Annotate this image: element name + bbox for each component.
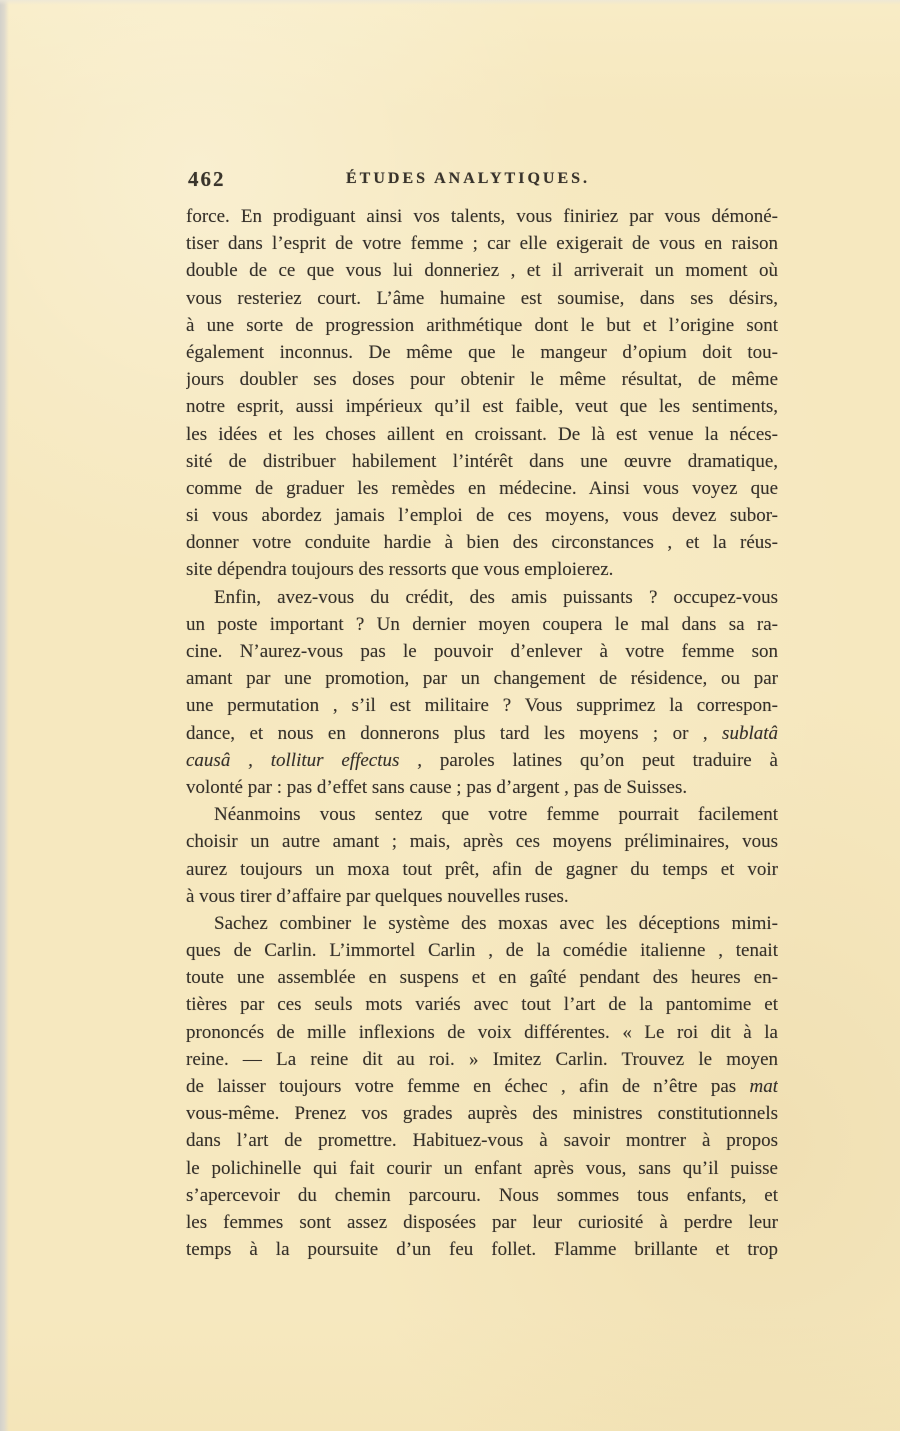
- text-line: Enfin, avez-vous du crédit, des amis puissants ? occupez-vous: [214, 586, 778, 608]
- text-line: à vous tirer d’affaire par quelques nouvelles ruses.: [186, 885, 569, 907]
- text-line: si vous abordez jamais l’emploi de ces moyens, vous devez subor-: [186, 505, 778, 527]
- text-line: de laisser toujours votre femme en échec , afin de n’être pas mat: [186, 1076, 778, 1097]
- scan-edge-top: [0, 0, 900, 5]
- text-block: [186, 203, 778, 1263]
- text-line: site dépendra toujours des ressorts que vous emploierez.: [186, 559, 614, 581]
- text-line: double de ce que vous lui donneriez , et il arriverait un moment où: [186, 260, 778, 282]
- text-line: toute une assemblée en suspens et en gaîté pendant des heures en-: [186, 967, 778, 989]
- text-line: jours doubler ses doses pour obtenir le même résultat, de même: [186, 369, 778, 391]
- text-line: une permutation , s’il est militaire ? Vous supprimez la correspon-: [186, 695, 778, 717]
- text-line: Sachez combiner le système des moxas avec les déceptions mimi-: [214, 912, 778, 934]
- text-line: prononcés de mille inflexions de voix différentes. « Le roi dit à la: [186, 1021, 778, 1043]
- text-line: aurez toujours un moxa tout prêt, afin de gagner du temps et voir: [186, 858, 778, 880]
- text-line: les idées et les choses aillent en croissant. De là est venue la néces-: [186, 423, 778, 445]
- page-content: [186, 166, 778, 1263]
- text-line: les femmes sont assez disposées par leur curiosité à perdre leur: [186, 1211, 778, 1233]
- text-line: le polichinelle qui fait courir un enfant après vous, sans qu’il puisse: [186, 1157, 778, 1179]
- text-line: cine. N’aurez-vous pas le pouvoir d’enlever à votre femme son: [186, 641, 778, 662]
- page-number: 462: [188, 167, 226, 191]
- text-line: force. En prodiguant ainsi vos talents, vous finiriez par vous démoné-: [186, 206, 778, 227]
- text-line: temps à la poursuite d’un feu follet. Flamme brillante et trop: [186, 1239, 778, 1261]
- text-line: vous resteriez court. L’âme humaine est soumise, dans ses désirs,: [186, 287, 778, 309]
- text-line: dans l’art de promettre. Habituez-vous à savoir montrer à propos: [186, 1130, 778, 1152]
- text-line: tiser dans l’esprit de votre femme ; car elle exigerait de vous en raison: [186, 233, 778, 255]
- text-line: reine. — La reine dit au roi. » Imitez Carlin. Trouvez le moyen: [186, 1048, 778, 1070]
- text-line: dance, et nous en donnerons plus tard les moyens ; or , sublatâ: [186, 722, 778, 744]
- text-line: notre esprit, aussi impérieux qu’il est faible, veut que les sentiments,: [186, 396, 778, 418]
- text-line: à une sorte de progression arithmétique dont le but et l’origine sont: [186, 314, 778, 336]
- text-line: Néanmoins vous sentez que votre femme pourrait facilement: [214, 804, 778, 826]
- text-line: causâ , tollitur effectus , paroles latines qu’on peut traduire à: [186, 749, 778, 771]
- text-line: vous-même. Prenez vos grades auprès des ministres constitutionnels: [186, 1103, 778, 1125]
- text-line: comme de graduer les remèdes en médecine. Ainsi vous voyez que: [186, 477, 778, 499]
- scan-edge-left: [0, 0, 9, 1431]
- text-line: ques de Carlin. L’immortel Carlin , de la comédie italienne , tenait: [186, 940, 778, 962]
- text-line: également inconnus. De même que le mangeur d’opium doit tou-: [186, 341, 778, 363]
- text-line: donner votre conduite hardie à bien des circonstances , et la réus-: [186, 532, 778, 554]
- text-line: sité de distribuer habilement l’intérêt dans une œuvre dramatique,: [186, 450, 778, 472]
- text-line: s’apercevoir du chemin parcouru. Nous sommes tous enfants, et: [186, 1184, 778, 1206]
- text-line: un poste important ? Un dernier moyen coupera le mal dans sa ra-: [186, 613, 778, 635]
- text-line: amant par une promotion, par un changement de résidence, ou par: [186, 668, 778, 690]
- text-line: volonté par : pas d’effet sans cause ; pas d’argent , pas de Suisses.: [186, 776, 688, 798]
- text-line: tières par ces seuls mots variés avec tout l’art de la pantomime et: [186, 994, 778, 1016]
- text-line: choisir un autre amant ; mais, après ces moyens préliminaires, vous: [186, 831, 778, 853]
- page-header: [186, 166, 778, 196]
- running-header: ÉTUDES ANALYTIQUES.: [345, 170, 591, 187]
